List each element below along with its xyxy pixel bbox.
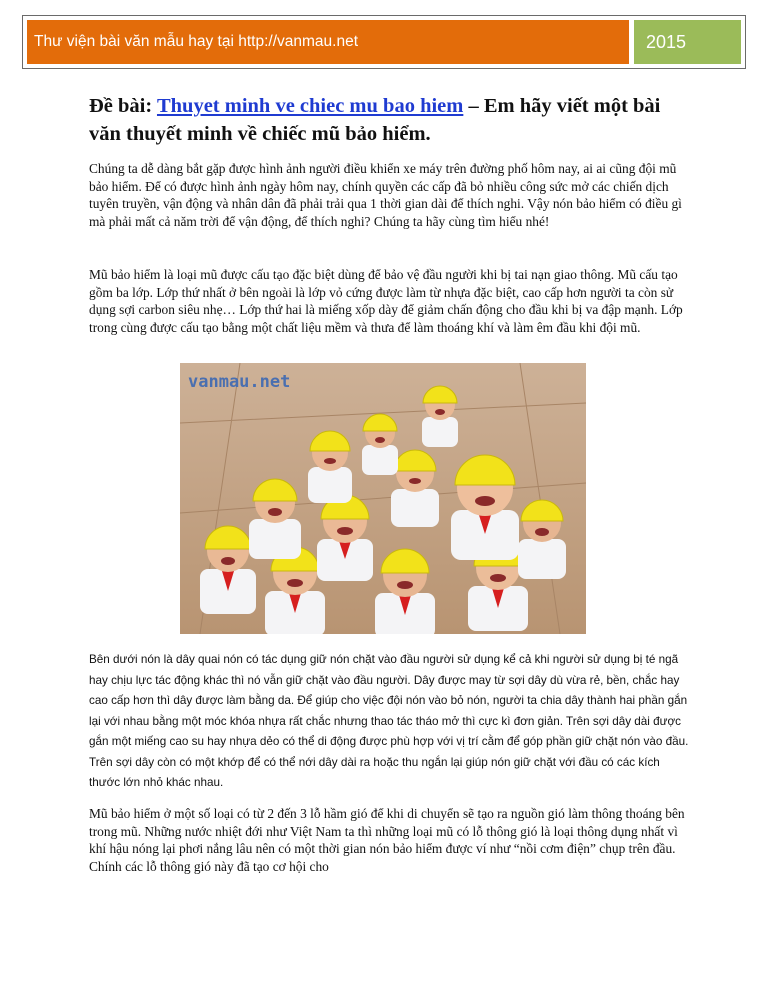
paragraph-strap: Bên dưới nón là dây quai nón có tác dụng giữ nón chặt vào đầu người sử dụng kể cả khi người sử dụng bị té ngã hay chịu lực tác động khác thì nó vẫn giữ chặt vào đầu người. Dây được may từ sợi dây dù vừa rẻ, bền, chắc hay cao cấp hơn thì dây được làm bằng da. Để giúp cho việc đội nón vào bỏ nón, người ta chia dây thành hai phần gắn lại với nhau bằng một móc khóa nhựa rất chắc nhưng thao tác tháo mở thì cực kì đơn giản. Trên sợi dây dài được gắn một miếng cao su hay nhựa dẻo có thể di động được phù hợp với vị trí cằm để góp phần giữ chặt nón vào đầu. Trên sợi dây còn có một khớp để có thể nới dây dài ra hoặc thu ngắn lại giúp nón giữ chặt với đầu có các kích thước lớn nhỏ khác nhau. xyxy=(89,653,689,789)
title-prefix: Đề bài: xyxy=(89,95,157,117)
site-banner: Thư viện bài văn mẫu hay tại http://vanmau.net xyxy=(27,20,629,64)
child-middle-right xyxy=(518,500,566,579)
paragraph-ventilation: Mũ bảo hiểm ở một số loại có từ 2 đến 3 lỗ hầm gió để khi di chuyển sẽ tạo ra nguồn gió làm thông thoáng bên trong mũ. Những nước nhiệt đới như Việt Nam ta thì những loại mũ có lỗ thông gió là loại thông dụng nhất vì khí hậu nóng lại phơi nắng lâu nên có một thời gian nón bảo hiểm được ví như “nồi cơm điện” chụp trên đầu. Chính các lỗ thông gió này đã tạo cơ hội cho xyxy=(89,806,685,874)
photo-watermark: vanmau.net xyxy=(188,372,291,392)
page-header xyxy=(22,15,746,69)
title-suffix: – Em hãy viết một bài văn thuyết minh về chiếc mũ bảo hiểm. xyxy=(89,95,661,145)
paragraph-structure: Mũ bảo hiểm là loại mũ được cấu tạo đặc biệt dùng để bảo vệ đầu người khi bị tai nạn giao thông. Mũ cấu tạo gồm ba lớp. Lớp thứ nhất ở bên ngoài là lớp vỏ cứng được làm từ nhựa đặc biệt, cao cấp hơn người ta còn sử dụng sợi carbon siêu nhẹ… Lớp thứ hai là miếng xốp dày để giảm chấn động cho đầu khi bị va đập mạnh. Lớp trong cùng được cấu tạo bằng một chất liệu mềm và thưa để làm thoáng khí và làm êm đầu khi đội mũ. xyxy=(89,267,683,335)
year-badge: 2015 xyxy=(634,20,741,64)
title-link[interactable]: Thuyet minh ve chiec mu bao hiem xyxy=(156,95,464,117)
helmet-children-photo xyxy=(180,363,586,634)
article-title xyxy=(89,92,689,148)
paragraph-intro: Chúng ta dễ dàng bắt gặp được hình ảnh người điều khiển xe máy trên đường phố hôm nay, ai ai cũng đội mũ bảo hiểm. Để có được hình ảnh ngày hôm nay, chính quyền các cấp đã bỏ nhiều công sức mở các chiến dịch tuyên truyền, vận động và nhân dân đã phải trải qua 1 thời gian dài để thích nghi. Vậy nón bảo hiểm có điều gì mà phải mất cả năm trời để vận động, để thích nghi? Chúng ta hãy cùng tìm hiểu nhé! xyxy=(89,161,682,229)
child-bottom-left xyxy=(200,526,256,614)
